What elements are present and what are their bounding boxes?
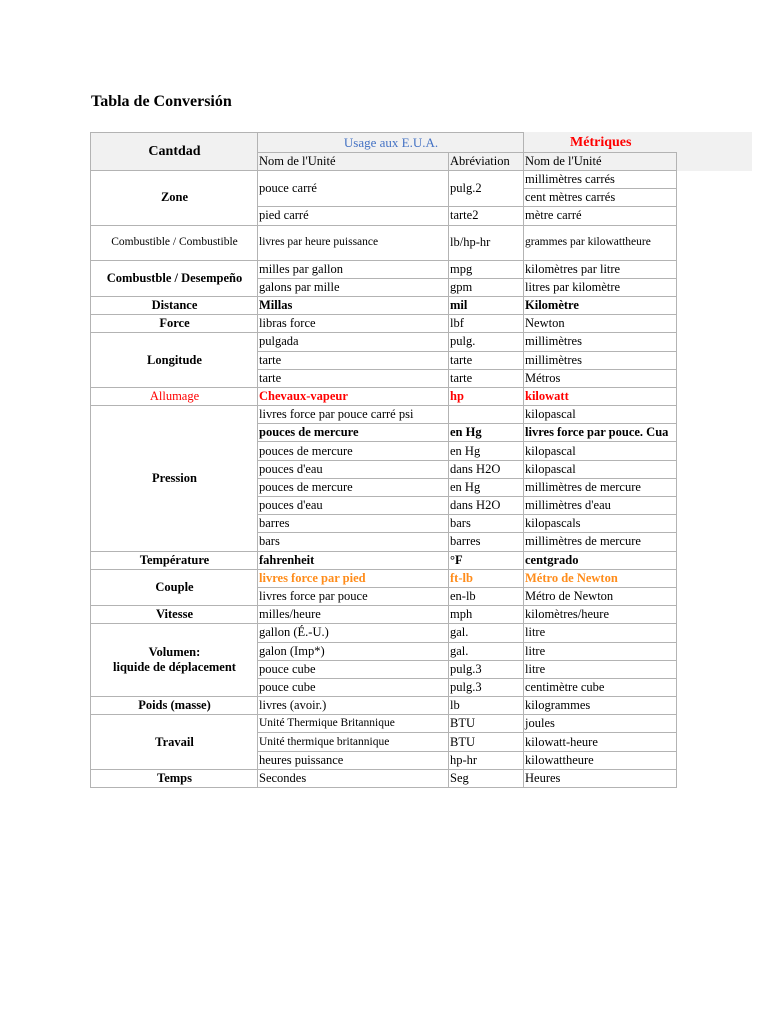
abbreviation-cell: mpg (449, 260, 524, 278)
category-cell: Longitude (91, 333, 258, 388)
us-unit-cell: libras force (258, 315, 449, 333)
abbreviation-cell: °F (449, 551, 524, 569)
abbreviation-cell: hp-hr (449, 751, 524, 769)
metric-unit-cell: kilowatt (524, 387, 677, 405)
metric-unit-cell: millimètres (524, 333, 677, 351)
us-unit-cell: tarte (258, 351, 449, 369)
category-line: Volumen: (148, 645, 201, 660)
metric-unit-cell: kilopascal (524, 460, 677, 478)
abbreviation-cell: pulg. (449, 333, 524, 351)
header-unit-name: Nom de l'Unité (258, 153, 449, 171)
table-row (91, 296, 677, 314)
abbreviation-cell: gal. (449, 642, 524, 660)
table-row (91, 315, 677, 333)
abbreviation-cell: BTU (449, 733, 524, 751)
metric-unit-cell: kilopascal (524, 406, 677, 424)
metric-unit-cell: kilopascal (524, 442, 677, 460)
us-unit-cell: Chevaux-vapeur (258, 387, 449, 405)
category-cell: Couple (91, 569, 258, 605)
category-cell: Zone (91, 171, 258, 226)
category-cell: Combustble / Desempeño (91, 260, 258, 296)
us-unit-cell: tarte (258, 369, 449, 387)
metric-unit-cell: kilogrammes (524, 697, 677, 715)
abbreviation-cell: hp (449, 387, 524, 405)
us-unit-cell: pouce cube (258, 678, 449, 696)
metric-unit-cell: joules (524, 715, 677, 733)
metric-unit-cell: Kilomètre (524, 296, 677, 314)
category-line: liquide de déplacement (113, 660, 236, 675)
table-row (91, 715, 677, 733)
us-unit-cell: galon (Imp*) (258, 642, 449, 660)
table-header-row (91, 133, 677, 153)
abbreviation-cell: pulg.3 (449, 660, 524, 678)
metric-unit-cell: millimètres de mercure (524, 478, 677, 496)
header-us-usage: Usage aux E.U.A. (258, 133, 524, 153)
category-cell: Poids (masse) (91, 697, 258, 715)
table-row (91, 606, 677, 624)
metric-unit-cell: litres par kilomètre (524, 278, 677, 296)
table-row (91, 333, 677, 351)
metric-unit-cell: kilowatt-heure (524, 733, 677, 751)
us-unit-cell: fahrenheit (258, 551, 449, 569)
abbreviation-cell: en Hg (449, 424, 524, 442)
us-unit-cell: livres force par pouce (258, 587, 449, 605)
abbreviation-cell: bars (449, 515, 524, 533)
abbreviation-cell: ft-lb (449, 569, 524, 587)
document-title: Tabla de Conversión (91, 93, 232, 110)
header-metric-unit-name: Nom de l'Unité (524, 153, 677, 171)
metric-unit-cell: kilopascals (524, 515, 677, 533)
metric-unit-cell: kilomètres/heure (524, 606, 677, 624)
metric-unit-cell: litre (524, 660, 677, 678)
abbreviation-cell: en Hg (449, 478, 524, 496)
metric-unit-cell: cent mètres carrés (524, 189, 677, 207)
metric-unit-cell: Métros (524, 369, 677, 387)
abbreviation-cell (449, 406, 524, 424)
category-cell: Combustible / Combustible (91, 225, 258, 260)
metric-unit-cell: Métro de Newton (524, 587, 677, 605)
metric-unit-cell: millimètres carrés (524, 171, 677, 189)
abbreviation-cell: en Hg (449, 442, 524, 460)
metric-unit-cell: millimètres de mercure (524, 533, 677, 551)
category-cell: Allumage (91, 387, 258, 405)
us-unit-cell: livres (avoir.) (258, 697, 449, 715)
metric-unit-cell: livres force par pouce. Cua (524, 424, 677, 442)
abbreviation-cell: tarte (449, 369, 524, 387)
us-unit-cell: milles par gallon (258, 260, 449, 278)
abbreviation-cell: mil (449, 296, 524, 314)
us-unit-cell: pouces de mercure (258, 478, 449, 496)
metric-unit-cell: litre (524, 642, 677, 660)
abbreviation-cell: lb (449, 697, 524, 715)
abbreviation-cell: pulg.3 (449, 678, 524, 696)
metric-unit-cell: millimètres d'eau (524, 497, 677, 515)
us-unit-cell: pouces de mercure (258, 442, 449, 460)
abbreviation-cell: lb/hp-hr (449, 225, 524, 260)
abbreviation-cell: dans H2O (449, 460, 524, 478)
abbreviation-cell: Seg (449, 769, 524, 787)
category-cell: Vitesse (91, 606, 258, 624)
table-row (91, 569, 677, 587)
us-unit-cell: heures puissance (258, 751, 449, 769)
us-unit-cell: livres par heure puissance (258, 225, 449, 260)
us-unit-cell: pied carré (258, 207, 449, 225)
us-unit-cell: Millas (258, 296, 449, 314)
abbreviation-cell: dans H2O (449, 497, 524, 515)
us-unit-cell: pulgada (258, 333, 449, 351)
table-row (91, 171, 677, 189)
category-cell: Pression (91, 406, 258, 552)
abbreviation-cell: en-lb (449, 587, 524, 605)
us-unit-cell: pouce carré (258, 171, 449, 207)
header-metric: Métriques (524, 133, 677, 153)
metric-unit-cell: Heures (524, 769, 677, 787)
us-unit-cell: gallon (É.-U.) (258, 624, 449, 642)
table-row (91, 697, 677, 715)
us-unit-cell: livres force par pouce carré psi (258, 406, 449, 424)
metric-unit-cell: centimètre cube (524, 678, 677, 696)
metric-unit-cell: centgrado (524, 551, 677, 569)
us-unit-cell: bars (258, 533, 449, 551)
table-row (91, 260, 677, 278)
category-cell: Distance (91, 296, 258, 314)
metric-unit-cell: kilomètres par litre (524, 260, 677, 278)
us-unit-cell: Unité thermique britannique (258, 733, 449, 751)
metric-unit-cell: Métro de Newton (524, 569, 677, 587)
us-unit-cell: galons par mille (258, 278, 449, 296)
metric-unit-cell: millimètres (524, 351, 677, 369)
us-unit-cell: pouces d'eau (258, 497, 449, 515)
us-unit-cell: barres (258, 515, 449, 533)
us-unit-cell: pouce cube (258, 660, 449, 678)
abbreviation-cell: gal. (449, 624, 524, 642)
header-quantity: Cantdad (91, 133, 258, 171)
table-row (91, 624, 677, 642)
table-row (91, 769, 677, 787)
abbreviation-cell: gpm (449, 278, 524, 296)
metric-unit-cell: mètre carré (524, 207, 677, 225)
abbreviation-cell: BTU (449, 715, 524, 733)
category-cell: Travail (91, 715, 258, 770)
abbreviation-cell: mph (449, 606, 524, 624)
abbreviation-cell: barres (449, 533, 524, 551)
header-abbreviation: Abréviation (449, 153, 524, 171)
table-row (91, 406, 677, 424)
abbreviation-cell: lbf (449, 315, 524, 333)
abbreviation-cell: pulg.2 (449, 171, 524, 207)
category-cell: Force (91, 315, 258, 333)
us-unit-cell: pouces de mercure (258, 424, 449, 442)
category-cell: Temps (91, 769, 258, 787)
us-unit-cell: pouces d'eau (258, 460, 449, 478)
us-unit-cell: milles/heure (258, 606, 449, 624)
metric-unit-cell: grammes par kilowattheure (524, 225, 677, 260)
us-unit-cell: livres force par pied (258, 569, 449, 587)
metric-unit-cell: Newton (524, 315, 677, 333)
category-cell (91, 624, 258, 697)
us-unit-cell: Secondes (258, 769, 449, 787)
table-row (91, 387, 677, 405)
abbreviation-cell: tarte2 (449, 207, 524, 225)
table-row (91, 225, 677, 260)
abbreviation-cell: tarte (449, 351, 524, 369)
table-row (91, 551, 677, 569)
conversion-table (90, 132, 677, 788)
us-unit-cell: Unité Thermique Britannique (258, 715, 449, 733)
metric-unit-cell: kilowattheure (524, 751, 677, 769)
metric-unit-cell: litre (524, 624, 677, 642)
category-cell: Température (91, 551, 258, 569)
